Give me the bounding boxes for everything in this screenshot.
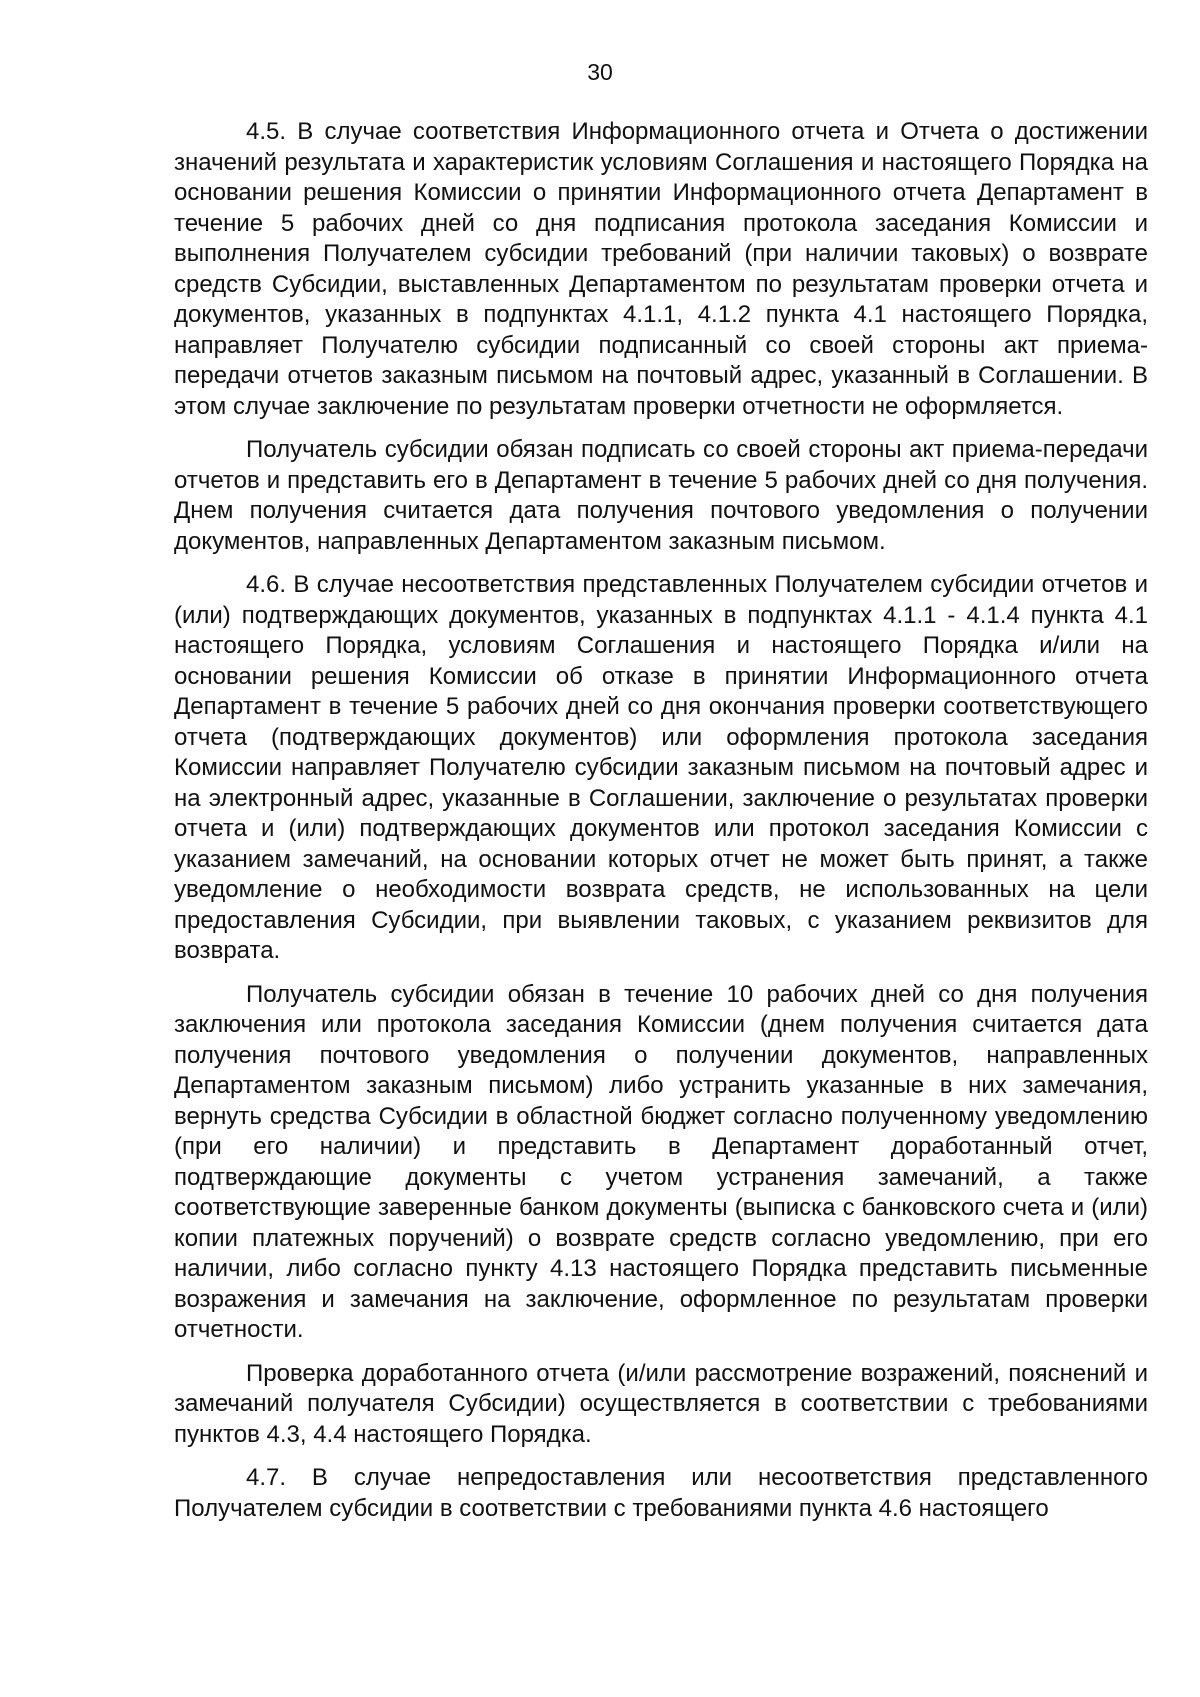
paragraph-4-6-recipient-obligation: Получатель субсидии обязан в течение 10 рабочих дней со дня получения заключения или протокола заседания Комиссии (днем получения считается дата получения почтового уведомления о получении документов, направленных Департаментом заказным письмом) либо устранить указанные в них замечания, вернуть средства Субсидии в областной бюджет согласно полученному уведомлению (при его наличии) и представить в Департамент доработанный отчет, подтверждающие документы с учетом устранения замечаний, а также соответствующие заверенные банком документы (выписка с банковского счета и (или) копии платежных поручений) о возврате средств согласно уведомлению, при его наличии, либо согласно пункту 4.13 настоящего Порядка представить письменные возражения и замечания на заключение, оформленное по результатам проверки отчетности. xyxy=(174,980,1148,1343)
paragraph-4-7: 4.7. В случае непредоставления или несоответствия представленного Получателем субсидии в соответствии с требованиями пункта 4.6 настоящего xyxy=(174,1464,1148,1522)
paragraph-4-5-recipient-obligation: Получатель субсидии обязан подписать со своей стороны акт приема-передачи отчетов и представить его в Департамент в течение 5 рабочих дней со дня получения. Днем получения считается дата получения почтового уведомления о получении документов, направленных Департаментом заказным письмом. xyxy=(174,436,1148,555)
paragraph-4-5: 4.5. В случае соответствия Информационного отчета и Отчета о достижении значений результата и характеристик условиям Соглашения и настоящего Порядка на основании решения Комиссии о принятии Информационного отчета Департамент в течение 5 рабочих дней со дня подписания протокола заседания Комиссии и выполнения Получателем субсидии требований (при наличии таковых) о возврате средств Субсидии, выставленных Департаментом по результатам проверки отчета и документов, указанных в подпунктах 4.1.1, 4.1.2 пункта 4.1 настоящего Порядка, направляет Получателю субсидии подписанный со своей стороны акт приема-передачи отчетов заказным письмом на почтовый адрес, указанный в Соглашении. В этом случае заключение по результатам проверки отчетности не оформляется. xyxy=(174,118,1148,420)
paragraph-4-6: 4.6. В случае несоответствия представленных Получателем субсидии отчетов и (или) подтверждающих документов, указанных в подпунктах 4.1.1 - 4.1.4 пункта 4.1 настоящего Порядка, условиям Соглашения и настоящего Порядка и/или на основании решения Комиссии об отказе в принятии Информационного отчета Департамент в течение 5 рабочих дней со дня окончания проверки соответствующего отчета (подтверждающих документов) или оформления протокола заседания Комиссии направляет Получателю субсидии заказным письмом на почтовый адрес и на электронный адрес, указанные в Соглашении, заключение о результатах проверки отчета и (или) подтверждающих документов или протокол заседания Комиссии с указанием замечаний, на основании которых отчет не может быть принят, а также уведомление о необходимости возврата средств, не использованных на цели предоставления Субсидии, при выявлении таковых, с указанием реквизитов для возврата. xyxy=(174,571,1148,964)
document-body xyxy=(174,117,1148,1524)
page-number: 30 xyxy=(587,59,613,85)
paragraph-4-6-revised-report-check: Проверка доработанного отчета (и/или рассмотрение возражений, пояснений и замечаний получателя Субсидии) осуществляется в соответствии с требованиями пунктов 4.3, 4.4 настоящего Порядка. xyxy=(174,1359,1148,1448)
